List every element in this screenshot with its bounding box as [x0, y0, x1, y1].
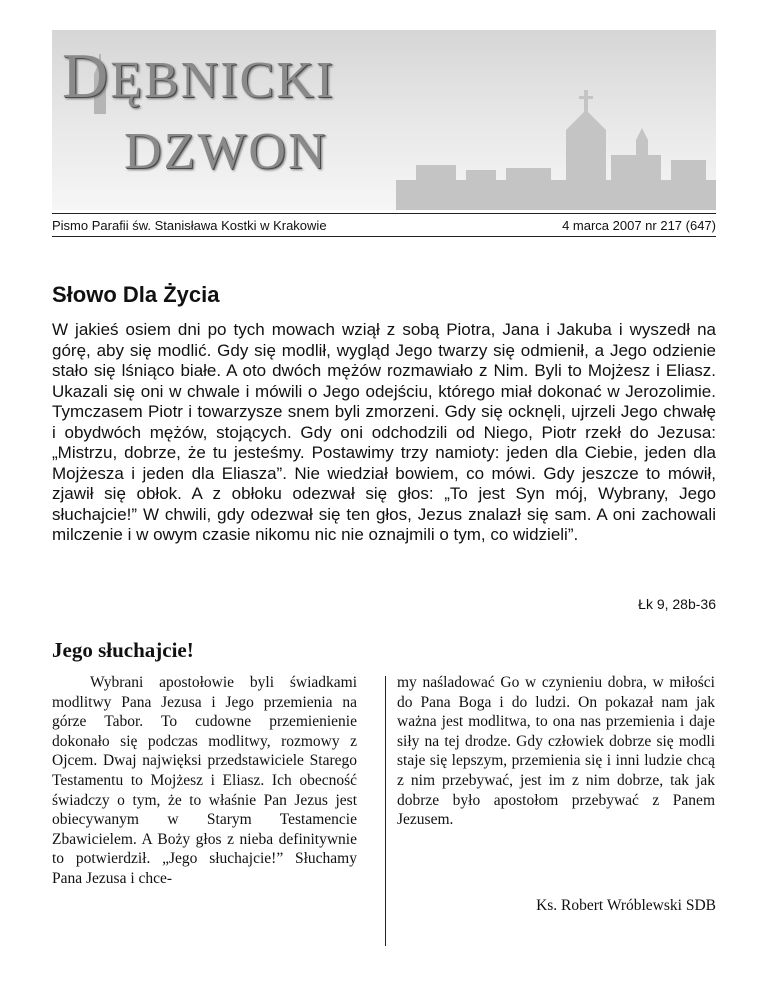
section-heading-jego: Jego słuchajcie!: [52, 638, 194, 662]
section-heading-slowo: Słowo Dla Życia: [52, 282, 220, 307]
masthead-title-line1: DĘBNICKI: [62, 40, 336, 111]
masthead-banner: [52, 30, 716, 210]
author-signature: Ks. Robert Wróblewski SDB: [536, 897, 716, 914]
publisher-text: Pismo Parafii św. Stanisława Kostki w Krakowie: [52, 218, 327, 233]
header-rule-top: [52, 213, 716, 214]
article-column-right: my naśladować Go w czynieniu dobra, w miłości do Pana Boga i do ludzi. On pokazał nam jak ważna jest modlitwa, to ona nas przemienia i daje siły na tej drodze. Gdy człowiek dobrze się modli staje się lepszym, przemienia się i inni ludzie chcą z nim przebywać, jest im z nim dobrze, tak jak dobrze było apostołom przebywać z Panem Jezusem.: [397, 674, 715, 829]
header-rule-bottom: [52, 236, 716, 237]
masthead-subtitle: [52, 218, 716, 233]
gospel-text: W jakieś osiem dni po tych mowach wziął z sobą Piotra, Jana i Jakuba i wyszedł na górę, aby się modlić. Gdy się modlił, wygląd Jego twarzy się odmienił, a Jego odzienie stało się lśniąco białe. A oto dwóch mężów rozmawiało z Nim. Byli to Mojżesz i Eliasz. Ukazali się oni w chwale i mówili o Jego odejściu, którego miał dokonać w Jerozolimie. Tymczasem Piotr i towarzysze snem byli zmorzeni. Gdy się ocknęli, ujrzeli Jego chwałę i obydwóch mężów, stojących. Gdy oni odchodzili od Niego, Piotr rzekł do Jezusa: „Mistrzu, dobrze, że tu jesteśmy. Postawimy trzy namioty: jeden dla Ciebie, jeden dla Mojżesza i jeden dla Eliasza”. Nie wiedział bowiem, co mówi. Gdy jeszcze to mówił, zjawił się obłok. A z obłoku odezwał się głos: „To jest Syn mój, Wybrany, Jego słuchajcie!” W chwili, gdy odezwał się ten głos, Jezus znalazł się sam. A oni zachowali milczenie i w owym czasie nikomu nic nie oznajmili o tym, co widzieli”.: [52, 320, 716, 544]
church-skyline-graphic: [396, 70, 716, 210]
column-divider: [385, 676, 386, 946]
masthead-title-line2: DZWON: [124, 123, 328, 180]
article-column-left: Wybrani apostołowie byli świadkami modlitwy Pana Jezusa i Jego przemienia na górze Tabor. To cudowne przemienienie dokonało się podczas modlitwy, rozmowy z Ojcem. Dwaj najwięksi przedstawiciele Starego Testamentu to Mojżesz i Eliasz. Ich obecność świadczy o tym, że to właśnie Pan Jezus jest obiecywanym w Starym Testamencie Zbawicielem. A Boży głos z nieba definitywnie to potwierdził. „Jego słuchajcie!” Słuchamy Pana Jezusa i chce-: [52, 674, 357, 887]
issue-text: 4 marca 2007 nr 217 (647): [562, 218, 716, 233]
gospel-citation: Łk 9, 28b-36: [638, 596, 716, 612]
